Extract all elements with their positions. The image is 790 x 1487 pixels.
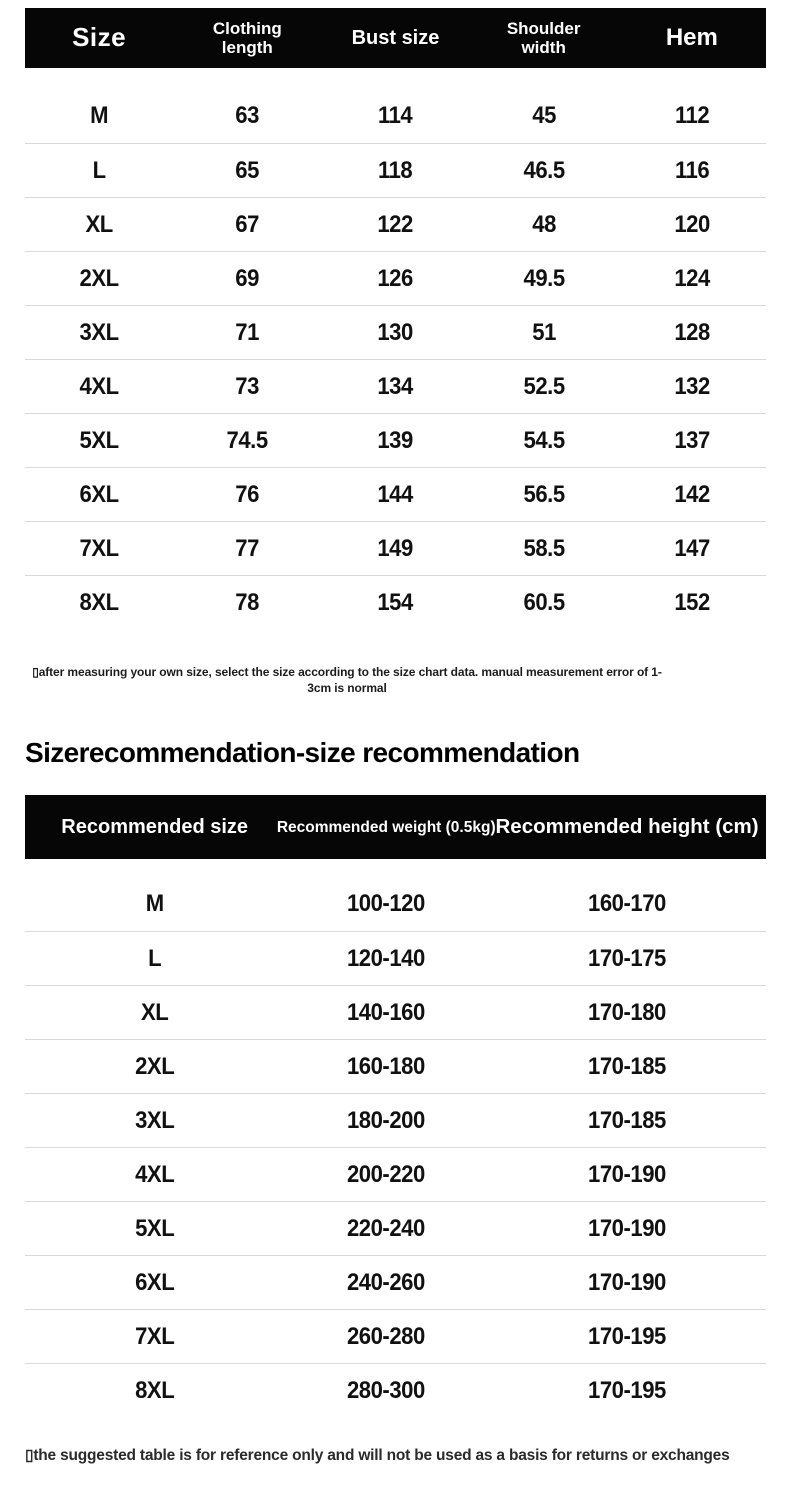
- recommended-height-value: 170-190: [588, 1160, 666, 1188]
- recommendation-table-body: [25, 859, 766, 1417]
- recommended-size-value: 2XL: [135, 1052, 175, 1080]
- table-row: [25, 1201, 766, 1255]
- header-recommended-weight: Recommended weight (0.5kg): [276, 818, 496, 836]
- shoulder-value: 52.5: [523, 372, 565, 400]
- size-value: 7XL: [79, 534, 119, 562]
- size-value: 2XL: [79, 264, 119, 292]
- table-row: [25, 251, 766, 305]
- bust-value: 126: [377, 264, 414, 292]
- shoulder-value: 45: [531, 102, 556, 129]
- bust-value: 139: [377, 426, 414, 454]
- clothing-length-value: 74.5: [226, 426, 268, 454]
- measurement-note: ▯after measuring your own size, select the size according to the size chart data. manual measurement error of 1-3cm is normal: [32, 665, 662, 695]
- recommended-height-value: 170-180: [588, 998, 666, 1026]
- clothing-length-value: 71: [235, 318, 260, 346]
- recommended-size-value: M: [145, 890, 164, 918]
- header-hem: [618, 25, 766, 52]
- table-row: [25, 467, 766, 521]
- header-bust-size: [321, 27, 469, 49]
- clothing-length-value: 63: [235, 102, 260, 129]
- recommended-height-value: 170-175: [588, 944, 666, 972]
- header-size-label: Size: [72, 22, 127, 53]
- table-row: [25, 359, 766, 413]
- table-row: [25, 1309, 766, 1363]
- shoulder-value: 46.5: [523, 156, 565, 184]
- recommended-weight-value: 120-140: [347, 944, 426, 972]
- shoulder-value: 51: [531, 318, 556, 346]
- bust-value: 114: [378, 102, 413, 129]
- header-size: [25, 23, 173, 52]
- recommended-weight-value: 280-300: [347, 1376, 426, 1404]
- clothing-length-value: 73: [235, 372, 260, 400]
- header-clothing-length-label: Clothing length: [212, 18, 282, 57]
- bust-value: 134: [377, 372, 414, 400]
- bust-value: 122: [377, 210, 414, 238]
- size-value: 4XL: [79, 372, 119, 400]
- clothing-length-value: 67: [235, 210, 260, 238]
- size-value: 6XL: [79, 480, 119, 508]
- bust-value: 149: [377, 534, 414, 562]
- recommended-weight-value: 180-200: [347, 1106, 426, 1134]
- recommended-height-value: 170-185: [588, 1106, 666, 1134]
- hem-value: 124: [674, 264, 710, 292]
- hem-value: 137: [674, 426, 710, 454]
- bust-value: 118: [378, 156, 413, 184]
- size-value: 5XL: [79, 426, 119, 454]
- recommended-height-value: 160-170: [588, 890, 666, 918]
- recommended-weight-value: 240-260: [347, 1268, 426, 1296]
- hem-value: 147: [674, 534, 710, 562]
- clothing-length-value: 77: [235, 534, 260, 562]
- recommended-weight-value: 140-160: [347, 998, 426, 1026]
- recommended-size-value: L: [148, 944, 162, 972]
- size-value: M: [90, 102, 109, 129]
- shoulder-value: 56.5: [523, 480, 565, 508]
- table-row: [25, 931, 766, 985]
- recommended-size-value: 3XL: [135, 1106, 175, 1134]
- recommended-weight-value: 260-280: [347, 1322, 426, 1350]
- table-row: [25, 1093, 766, 1147]
- table-row: [25, 985, 766, 1039]
- table-row: [25, 1039, 766, 1093]
- recommended-size-value: 6XL: [135, 1268, 175, 1296]
- table-row: [25, 877, 766, 931]
- header-shoulder-width: [470, 19, 618, 57]
- table-row: [25, 1147, 766, 1201]
- header-bust-size-label: Bust size: [351, 26, 440, 49]
- table-row: [25, 1363, 766, 1417]
- recommended-weight-value: 160-180: [347, 1052, 426, 1080]
- recommended-size-value: 8XL: [135, 1376, 175, 1404]
- table-row: [25, 89, 766, 143]
- hem-value: 120: [674, 210, 710, 238]
- header-recommended-size: Recommended size: [61, 815, 249, 838]
- shoulder-value: 58.5: [523, 534, 565, 562]
- table-row: [25, 521, 766, 575]
- hem-value: 112: [674, 102, 709, 129]
- size-value: 3XL: [79, 318, 119, 346]
- size-value: L: [92, 156, 106, 184]
- recommended-size-value: XL: [141, 998, 169, 1026]
- bust-value: 154: [377, 588, 414, 616]
- recommended-height-value: 170-185: [588, 1052, 666, 1080]
- recommendation-section-title: Sizerecommendation-size recommendation: [25, 737, 580, 769]
- hem-value: 142: [674, 480, 710, 508]
- header-shoulder-width-label: Shoulder width: [506, 18, 581, 57]
- header-hem-label: Hem: [665, 23, 718, 51]
- recommended-weight-value: 220-240: [347, 1214, 426, 1242]
- clothing-length-value: 78: [235, 588, 260, 616]
- shoulder-value: 60.5: [523, 588, 565, 616]
- clothing-length-value: 76: [235, 480, 260, 508]
- recommended-height-value: 170-195: [588, 1322, 666, 1350]
- table-row: [25, 143, 766, 197]
- clothing-length-value: 69: [235, 264, 260, 292]
- hem-value: 132: [674, 372, 710, 400]
- shoulder-value: 49.5: [523, 264, 565, 292]
- table-row: [25, 575, 766, 629]
- table-row: [25, 305, 766, 359]
- measurement-table-header: [25, 8, 766, 68]
- hem-value: 152: [674, 588, 710, 616]
- measurement-table-body: [25, 68, 766, 629]
- table-row: [25, 1255, 766, 1309]
- table-row: [25, 413, 766, 467]
- bust-value: 130: [377, 318, 414, 346]
- recommended-size-value: 4XL: [135, 1160, 175, 1188]
- hem-value: 116: [674, 156, 709, 184]
- recommended-size-value: 7XL: [135, 1322, 175, 1350]
- table-row: [25, 197, 766, 251]
- size-value: XL: [85, 210, 113, 238]
- recommended-weight-value: 200-220: [347, 1160, 426, 1188]
- recommendation-table-header: [25, 795, 766, 859]
- recommended-height-value: 170-190: [588, 1214, 666, 1242]
- recommended-height-value: 170-190: [588, 1268, 666, 1296]
- header-clothing-length: [173, 19, 321, 57]
- clothing-length-value: 65: [235, 156, 260, 184]
- shoulder-value: 54.5: [523, 426, 565, 454]
- shoulder-value: 48: [531, 210, 556, 238]
- bust-value: 144: [377, 480, 414, 508]
- reference-disclaimer: ▯the suggested table is for reference only and will not be used as a basis for returns or exchanges: [25, 1447, 730, 1465]
- recommended-weight-value: 100-120: [347, 890, 426, 918]
- hem-value: 128: [674, 318, 710, 346]
- recommended-height-value: 170-195: [588, 1376, 666, 1404]
- size-value: 8XL: [79, 588, 119, 616]
- header-recommended-height: Recommended height (cm): [495, 814, 759, 838]
- recommended-size-value: 5XL: [135, 1214, 175, 1242]
